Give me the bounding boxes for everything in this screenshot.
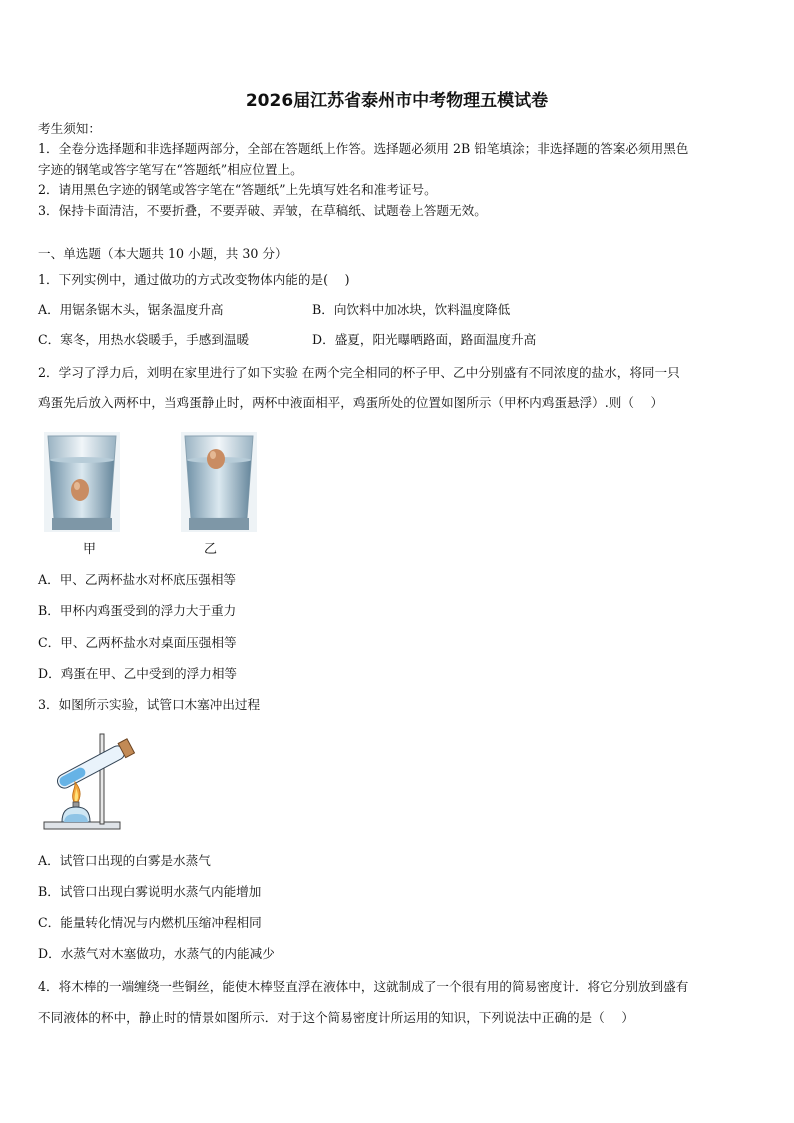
q3-option-c: C．能量转化情况与内燃机压缩冲程相同 <box>38 915 262 930</box>
q2-option-c: C．甲、乙两杯盐水对桌面压强相等 <box>38 635 237 650</box>
q1-option-b: B．向饮料中加冰块，饮料温度降低 <box>312 302 511 317</box>
q3-stem: 3．如图所示实验，试管口木塞冲出过程 <box>38 697 261 712</box>
q3-option-d: D．水蒸气对木塞做功，水蒸气的内能减少 <box>38 946 275 961</box>
fig-label-jia: 甲 <box>83 542 97 557</box>
q1-option-c: C．寒冬，用热水袋暖手，手感到温暖 <box>38 332 250 347</box>
egg-yi <box>207 449 225 469</box>
q4-stem-line2: 不同液体的杯中，静止时的情景如图所示．对于这个简易密度计所运用的知识，下列说法中正确的是（ ） <box>38 1010 634 1025</box>
q2-stem-line2: 鸡蛋先后放入两杯中，当鸡蛋静止时，两杯中液面相平，鸡蛋所处的位置如图所示（甲杯内鸡蛋悬浮）.则（ ） <box>38 395 664 410</box>
q1-option-d: D．盛夏，阳光曝晒路面，路面温度升高 <box>312 332 537 347</box>
q2-stem-line1: 2．学习了浮力后，刘明在家里进行了如下实验 在两个完全相同的杯子甲、乙中分别盛有不同浓度的盐水，将同一只 <box>38 365 680 380</box>
notice-item-1: 1．全卷分选择题和非选择题两部分，全部在答题纸上作答。选择题必须用 2B 铅笔填涂；非选择题的答案必须用黑色 <box>38 141 689 156</box>
notice-heading: 考生须知： <box>38 121 101 136</box>
q2-option-d: D．鸡蛋在甲、乙中受到的浮力相等 <box>38 666 238 681</box>
page-title: 2026届江苏省泰州市中考物理五模试卷 <box>245 91 549 111</box>
egg-jia <box>71 479 89 501</box>
notice-item-1-cont: 字迹的钢笔或答字笔写在“答题纸”相应位置上。 <box>38 162 303 177</box>
section-heading: 一、单选题（本大题共 10 小题，共 30 分） <box>38 246 288 261</box>
notice-item-3: 3．保持卡面清洁，不要折叠，不要弄破、弄皱，在草稿纸、试题卷上答题无效。 <box>38 203 487 218</box>
q4-stem-line1: 4．将木棒的一端缠绕一些铜丝，能使木棒竖直浮在液体中，这就制成了一个很有用的简易密度计．将它分别放到盛有 <box>38 979 689 994</box>
q3-option-a: A．试管口出现的白雾是水蒸气 <box>38 853 211 868</box>
q3-option-b: B．试管口出现白雾说明水蒸气内能增加 <box>38 884 262 899</box>
glass-jia-figure <box>44 432 120 532</box>
test-tube-apparatus-figure <box>40 728 140 832</box>
fig-label-yi: 乙 <box>204 542 218 557</box>
q2-option-b: B．甲杯内鸡蛋受到的浮力大于重力 <box>38 603 237 618</box>
q1-option-a: A．用锯条锯木头，锯条温度升高 <box>38 302 224 317</box>
glass-yi-figure <box>181 432 257 532</box>
notice-item-2: 2．请用黑色字迹的钢笔或答字笔在“答题纸”上先填写姓名和准考证号。 <box>38 182 437 197</box>
q2-option-a: A．甲、乙两杯盐水对杯底压强相等 <box>38 572 237 587</box>
q1-stem: 1．下列实例中，通过做功的方式改变物体内能的是( ) <box>38 272 350 287</box>
